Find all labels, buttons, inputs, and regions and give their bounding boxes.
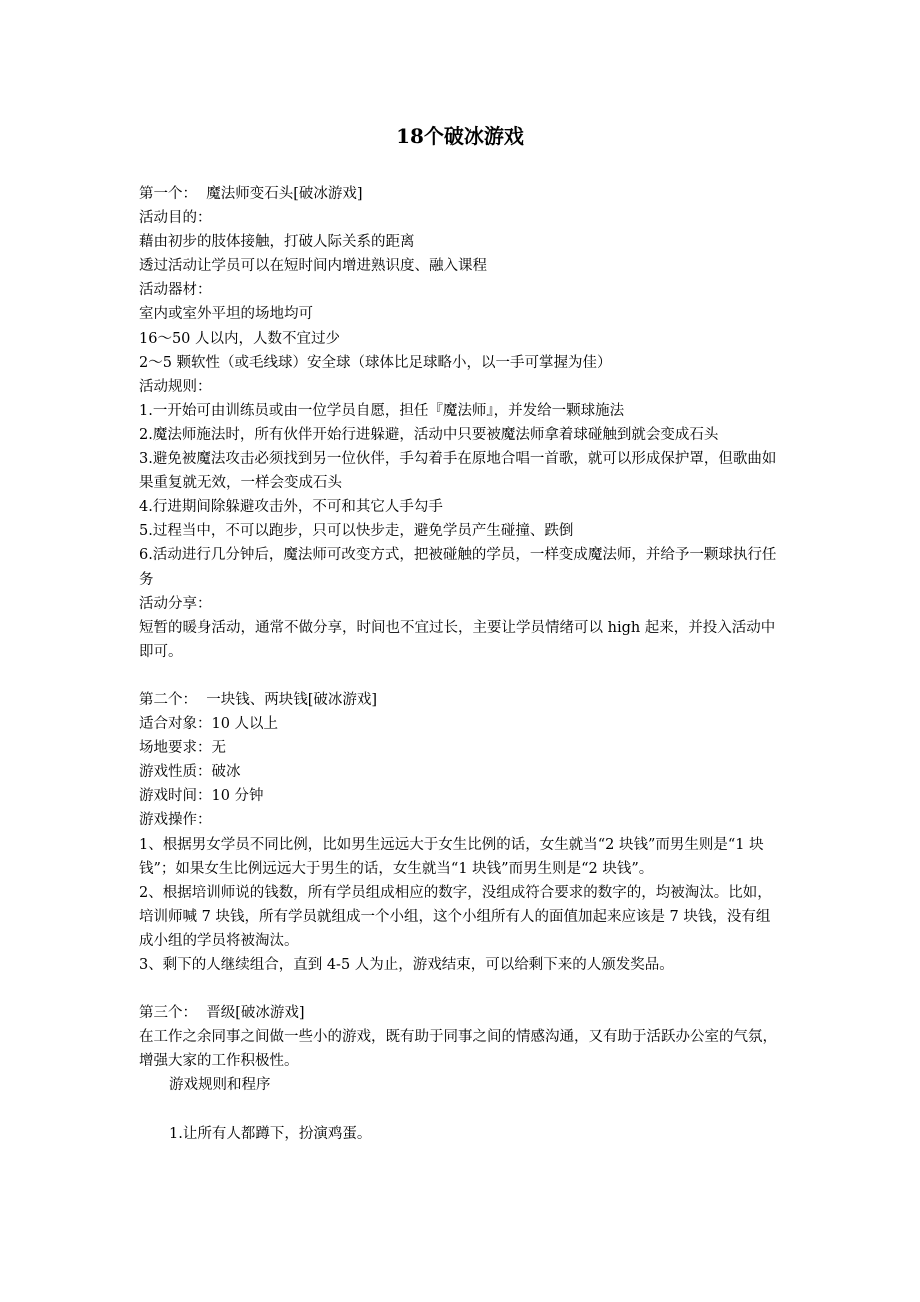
game1-rule-6: 6.活动进行几分钟后，魔法师可改变方式，把被碰触的学员，一样变成魔法师，并给予一颗球执行任务 bbox=[139, 547, 777, 588]
game2-op-2: 2、根据培训师说的钱数，所有学员组成相应的数字，没组成符合要求的数字的，均被淘汰。比如，培训师喊 7 块钱，所有学员就组成一个小组，这个小组所有人的面值加起来应该是 7 块钱，没有组成小组的学员将被淘汰。 bbox=[139, 884, 772, 949]
game1-rule-4: 4.行进期间除躲避攻击外，不可和其它人手勾手 bbox=[139, 499, 443, 516]
game1-rules-label: 活动规则： bbox=[139, 378, 212, 395]
game1-purpose-1: 藉由初步的肢体接触，打破人际关系的距离 bbox=[139, 234, 415, 251]
section-spacer bbox=[139, 664, 784, 688]
game2-nature: 游戏性质：破冰 bbox=[139, 764, 241, 781]
game1-rule-3: 3.避免被魔法攻击必须找到另一位伙伴，手勾着手在原地合唱一首歌，就可以形成保护罩，但歌曲如果重复就无效，一样会变成石头 bbox=[139, 451, 777, 492]
document-title: 18个破冰游戏 bbox=[396, 124, 524, 148]
game2-op-3: 3、剩下的人继续组合，直到 4-5 人为止，游戏结束，可以给剩下来的人颁发奖品。 bbox=[139, 957, 674, 973]
game3-rules-heading: 游戏规则和程序 bbox=[169, 1077, 271, 1094]
document-body bbox=[139, 182, 784, 1146]
game2-target: 适合对象：10 人以上 bbox=[139, 716, 279, 733]
game3-intro: 在工作之余同事之间做一些小的游戏，既有助于同事之间的情感沟通，又有助于活跃办公室的气氛，增强大家的工作积极性。 bbox=[139, 1029, 777, 1070]
game1-rule-1: 1.一开始可由训练员或由一位学员自愿，担任『魔法师』，并发给一颗球施法 bbox=[139, 402, 625, 419]
paragraph-spacer bbox=[139, 1098, 784, 1122]
game1-rule-5: 5.过程当中，不可以跑步，只可以快步走，避免学员产生碰撞、跌倒 bbox=[139, 523, 574, 540]
game3-step-1: 1.让所有人都蹲下，扮演鸡蛋。 bbox=[169, 1125, 372, 1142]
section-spacer bbox=[139, 977, 784, 1001]
game2-op-1: 1、根据男女学员不同比例，比如男生远远大于女生比例的话，女生就当“2 块钱”而男生则是“1 块钱”；如果女生比例远远大于男生的话，女生就当“1 块钱”而男生则是“2 块钱”。 bbox=[139, 836, 764, 877]
game1-equip-2: 16～50 人以内，人数不宜过少 bbox=[139, 330, 341, 347]
game1-equip-3: 2～5 颗软性（或毛线球）安全球（球体比足球略小，以一手可掌握为佳） bbox=[139, 354, 612, 371]
game2-heading: 第二个： 一块钱、两块钱[破冰游戏] bbox=[139, 691, 378, 708]
game1-purpose-label: 活动目的： bbox=[139, 210, 212, 227]
game2-ops-label: 游戏操作： bbox=[139, 812, 212, 829]
game2-duration: 游戏时间：10 分钟 bbox=[139, 788, 264, 805]
game1-share-text: 短暂的暖身活动，通常不做分享，时间也不宜过长，主要让学员情绪可以 high 起来，并投入活动中即可。 bbox=[139, 619, 776, 660]
game3-heading: 第三个： 晋级[破冰游戏] bbox=[139, 1005, 305, 1022]
game2-venue: 场地要求：无 bbox=[139, 740, 226, 757]
game1-share-label: 活动分享： bbox=[139, 595, 212, 612]
game1-purpose-2: 透过活动让学员可以在短时间内增进熟识度、融入课程 bbox=[139, 258, 487, 275]
game1-equip-label: 活动器材： bbox=[139, 282, 212, 299]
game1-rule-2: 2.魔法师施法时，所有伙伴开始行进躲避，活动中只要被魔法师拿着球碰触到就会变成石头 bbox=[139, 426, 719, 443]
game1-heading: 第一个： 魔法师变石头[破冰游戏] bbox=[139, 186, 363, 202]
game1-equip-1: 室内或室外平坦的场地均可 bbox=[139, 306, 313, 323]
